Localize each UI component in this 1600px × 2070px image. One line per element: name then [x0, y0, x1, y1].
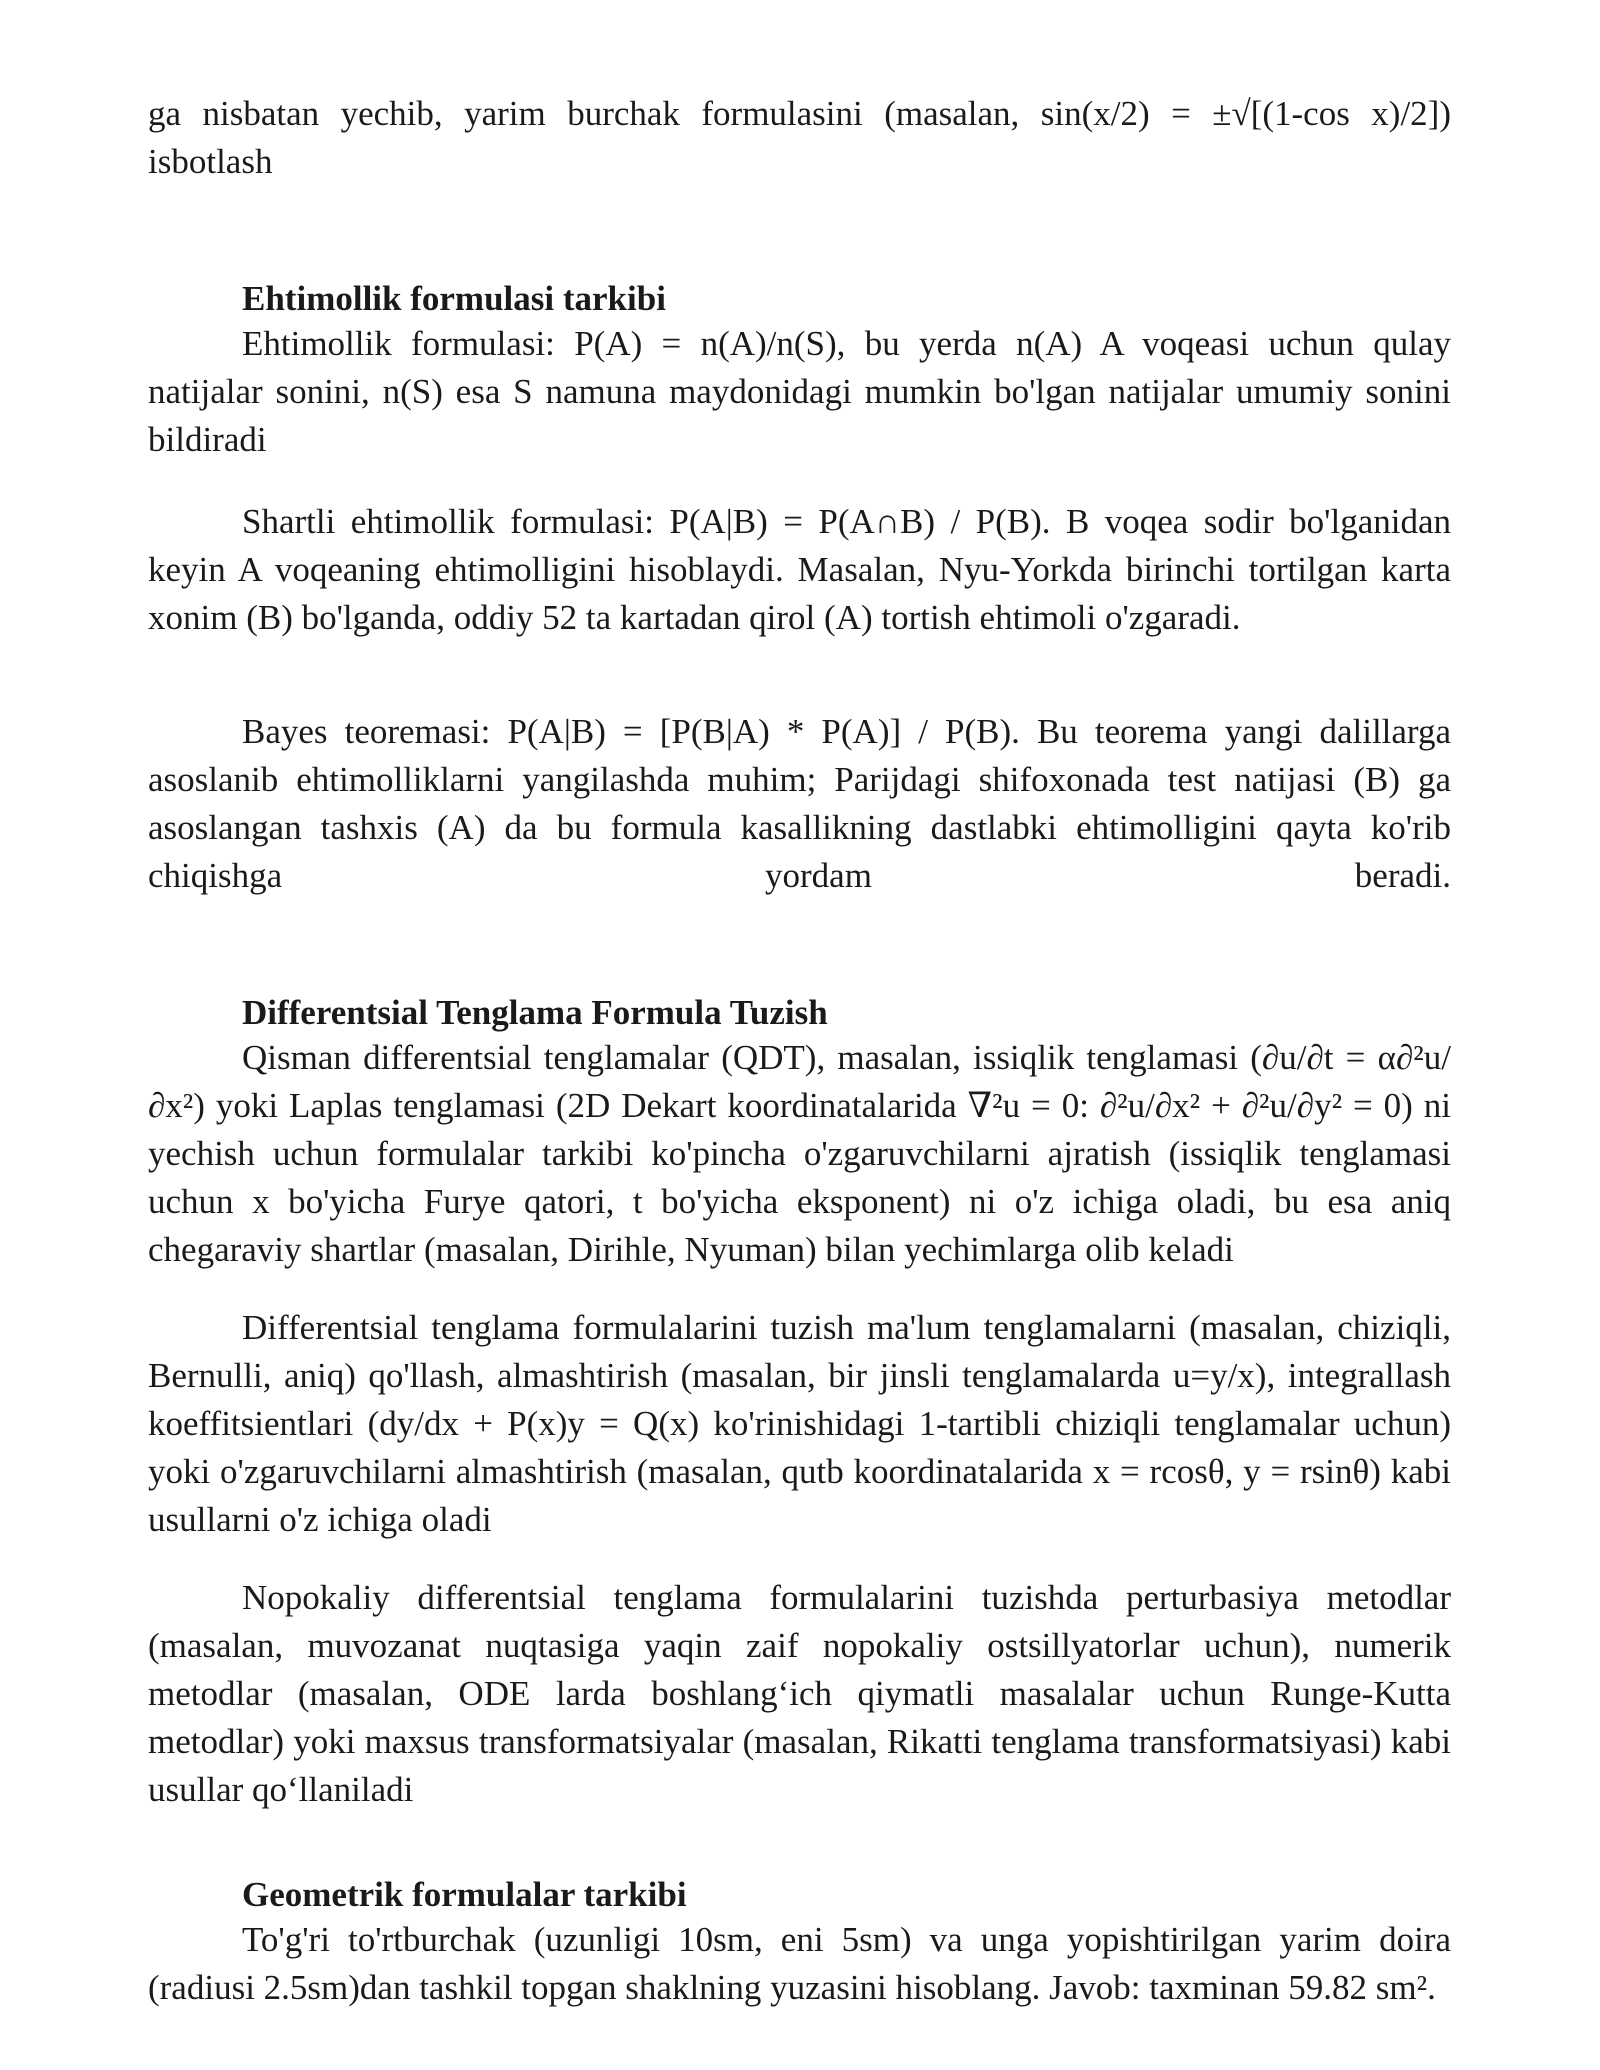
bayes-theorem-paragraph: Bayes teoremasi: P(A|B) = [P(B|A) * P(A)] / P(B). Bu teorema yangi dalillarga asoslanib ehtimolliklarni yangilashda muhim; Parijdagi shifoxonada test natijasi (B) ga asoslangan tashxis (A) da bu formula kasallikning dastlabki ehtimolligini qayta ko'rib chiqishga yordam beradi. [148, 712, 1451, 895]
probability-formula-paragraph: Ehtimollik formulasi: P(A) = n(A)/n(S), bu yerda n(A) A voqeasi uchun qulay natijalar sonini, n(S) esa S namuna maydonidagi mumkin bo'lgan natijalar umumiy sonini bildiradi [148, 324, 1451, 459]
de-methods-paragraph: Differentsial tenglama formulalarini tuzish ma'lum tenglamalarni (masalan, chiziqli, Bernulli, aniq) qo'llash, almashtirish (masalan, bir jinsli tenglamalarda u=y/x), integrallash koeffitsientlari (dy/dx + P(x)y = Q(x) ko'rinishidagi 1-tartibli chiziqli tenglamalar uchun) yoki o'zgaruvchilarni almashtirish (masalan, qutb koordinatalarida x = rcosθ, y = rsinθ) kabi usullarni o'z ichiga oladi [148, 1308, 1451, 1539]
section-heading-geometry: Geometrik formulalar tarkibi [242, 1875, 687, 1914]
differential-section [148, 992, 1451, 1814]
geometry-section [148, 1874, 1451, 2012]
spacer [148, 1544, 1451, 1574]
section-heading-probability: Ehtimollik formulasi tarkibi [242, 279, 666, 318]
spacer [148, 186, 1451, 278]
section-heading-differential: Differentsial Tenglama Formula Tuzish [242, 993, 828, 1032]
document-page [148, 90, 1451, 2012]
intro-paragraph: ga nisbatan yechib, yarim burchak formulasini (masalan, sin(x/2) = ±√[(1-cos x)/2]) isbotlash [148, 94, 1451, 181]
conditional-probability-paragraph: Shartli ehtimollik formulasi: P(A|B) = P(A∩B) / P(B). B voqea sodir bo'lganidan keyin A voqeaning ehtimolligini hisoblaydi. Masalan, Nyu-Yorkda birinchi tortilgan karta xonim (B) bo'lganda, oddiy 52 ta kartadan qirol (A) tortish ehtimoli o'zgaradi. [148, 502, 1451, 637]
pde-paragraph: Qisman differentsial tenglamalar (QDT), masalan, issiqlik tenglamasi (∂u/∂t = α∂²u/∂x²) yoki Laplas tenglamasi (2D Dekart koordinatalarida ∇²u = 0: ∂²u/∂x² + ∂²u/∂y² = 0) ni yechish uchun formulalar tarkibi ko'pincha o'zgaruvchilarni ajratish (issiqlik tenglamasi uchun x bo'yicha Furye qatori, t bo'yicha eksponent) ni o'z ichiga oladi, bu esa aniq chegaraviy shartlar (masalan, Dirihle, Nyuman) bilan yechimlarga olib keladi [148, 1038, 1451, 1269]
spacer [148, 900, 1451, 992]
spacer [148, 464, 1451, 498]
spacer [148, 642, 1451, 708]
geometry-problem-paragraph: To'g'ri to'rtburchak (uzunligi 10sm, eni 5sm) va unga yopishtirilgan yarim doira (radiusi 2.5sm)dan tashkil topgan shaklning yuzasini hisoblang. Javob: taxminan 59.82 sm². [148, 1920, 1451, 2007]
spacer [148, 1814, 1451, 1874]
probability-section [148, 278, 1451, 900]
spacer [148, 1274, 1451, 1304]
nonlinear-de-paragraph: Nopokaliy differentsial tenglama formulalarini tuzishda perturbasiya metodlar (masalan, muvozanat nuqtasiga yaqin zaif nopokaliy ostsillyatorlar uchun), numerik metodlar (masalan, ODE larda boshlang‘ich qiymatli masalalar uchun Runge-Kutta metodlar) yoki maxsus transformatsiyalar (masalan, Rikatti tenglama transformatsiyasi) kabi usullar qo‘llaniladi [148, 1578, 1451, 1809]
